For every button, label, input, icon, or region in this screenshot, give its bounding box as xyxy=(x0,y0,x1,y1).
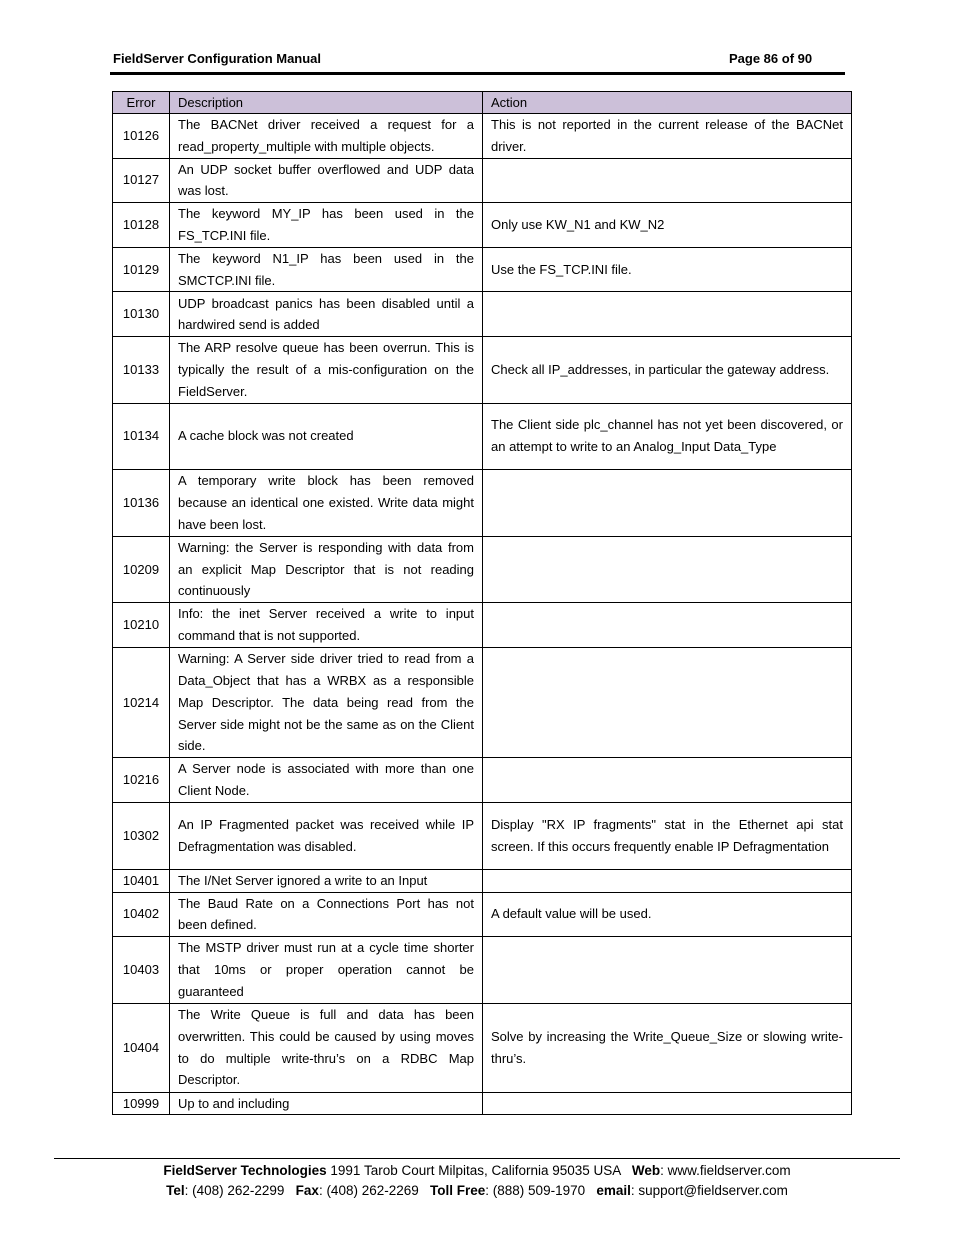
error-action: Use the FS_TCP.INI file. xyxy=(483,247,852,292)
error-description: A temporary write block has been removed because an identical one existed. Write data might have been lost. xyxy=(170,469,483,536)
error-description: Warning: A Server side driver tried to read from a Data_Object that has a WRBX as a responsible Map Descriptor. The data being read from the Server side might not be the same as on the Client side. xyxy=(170,648,483,758)
fax-number: : (408) 262-2269 xyxy=(318,1183,431,1198)
email-address: : support@fieldserver.com xyxy=(630,1183,788,1198)
error-action: Display "RX IP fragments" stat in the Ethernet api stat screen. If this occurs frequently enable IP Defragmentation xyxy=(483,802,852,869)
error-action xyxy=(483,469,852,536)
table-row xyxy=(113,536,852,602)
header-divider xyxy=(110,72,845,75)
column-header-description: Description xyxy=(170,92,483,114)
error-description: An IP Fragmented packet was received while IP Defragmentation was disabled. xyxy=(170,802,483,869)
error-description: The ARP resolve queue has been overrun. This is typically the result of a mis-configuration on the FieldServer. xyxy=(170,337,483,403)
company-name: FieldServer Technologies xyxy=(163,1163,327,1178)
table-row xyxy=(113,1092,852,1115)
error-action: Only use KW_N1 and KW_N2 xyxy=(483,203,852,248)
error-action: Solve by increasing the Write_Queue_Size or slowing write-thru’s. xyxy=(483,1003,852,1092)
table-row xyxy=(113,603,852,648)
error-code: 10210 xyxy=(113,603,170,648)
error-code: 10130 xyxy=(113,292,170,337)
error-description: Warning: the Server is responding with data from an explicit Map Descriptor that is not reading continuously xyxy=(170,536,483,602)
error-description: The MSTP driver must run at a cycle time shorter that 10ms or proper operation cannot be guaranteed xyxy=(170,937,483,1003)
table-row xyxy=(113,758,852,803)
table-row xyxy=(113,802,852,869)
footer-divider xyxy=(54,1158,900,1159)
error-description: A cache block was not created xyxy=(170,403,483,469)
error-code: 10126 xyxy=(113,114,170,159)
tollfree-number: : (888) 509-1970 xyxy=(485,1183,597,1198)
error-description: The I/Net Server ignored a write to an Input xyxy=(170,869,483,892)
error-code: 10403 xyxy=(113,937,170,1003)
error-code: 10401 xyxy=(113,869,170,892)
tel-label: Tel xyxy=(166,1183,185,1198)
error-action xyxy=(483,158,852,203)
error-code: 10134 xyxy=(113,403,170,469)
table-row xyxy=(113,337,852,403)
column-header-error: Error xyxy=(113,92,170,114)
error-action xyxy=(483,758,852,803)
error-description: The Write Queue is full and data has been overwritten. This could be caused by using moves to do multiple write-thru’s on a RDBC Map Descriptor. xyxy=(170,1003,483,1092)
error-code: 10402 xyxy=(113,892,170,937)
error-action: Check all IP_addresses, in particular the gateway address. xyxy=(483,337,852,403)
error-code: 10133 xyxy=(113,337,170,403)
table-row xyxy=(113,403,852,469)
table-row xyxy=(113,292,852,337)
table-row xyxy=(113,869,852,892)
error-code: 10302 xyxy=(113,802,170,869)
error-code: 10404 xyxy=(113,1003,170,1092)
page-number: Page 86 of 90 xyxy=(729,51,813,66)
table-row xyxy=(113,648,852,758)
email-label: email xyxy=(596,1183,631,1198)
error-description: The keyword MY_IP has been used in the FS_TCP.INI file. xyxy=(170,203,483,248)
table-row xyxy=(113,892,852,937)
error-code: 10129 xyxy=(113,247,170,292)
error-action xyxy=(483,648,852,758)
error-code: 10136 xyxy=(113,469,170,536)
error-description: An UDP socket buffer overflowed and UDP data was lost. xyxy=(170,158,483,203)
error-table xyxy=(112,91,852,1115)
error-code: 10128 xyxy=(113,203,170,248)
error-code: 10127 xyxy=(113,158,170,203)
table-row xyxy=(113,114,852,159)
error-code: 10214 xyxy=(113,648,170,758)
document-title: FieldServer Configuration Manual xyxy=(113,51,322,66)
table-header-row xyxy=(113,92,852,114)
fax-label: Fax xyxy=(295,1183,319,1198)
company-address: 1991 Tarob Court Milpitas, California 95035 USA xyxy=(326,1163,632,1178)
error-description: The keyword N1_IP has been used in the SMCTCP.INI file. xyxy=(170,247,483,292)
table-row xyxy=(113,247,852,292)
footer-line-1 xyxy=(0,1163,954,1178)
table-row xyxy=(113,203,852,248)
footer-line-2 xyxy=(0,1183,954,1198)
table-row xyxy=(113,158,852,203)
error-description: The BACNet driver received a request for a read_property_multiple with multiple objects. xyxy=(170,114,483,159)
table-row xyxy=(113,469,852,536)
table-row xyxy=(113,1003,852,1092)
error-code: 10209 xyxy=(113,536,170,602)
error-description: Info: the inet Server received a write to input command that is not supported. xyxy=(170,603,483,648)
web-address: : www.fieldserver.com xyxy=(660,1163,791,1178)
error-action xyxy=(483,869,852,892)
tel-number: : (408) 262-2299 xyxy=(184,1183,296,1198)
error-action: The Client side plc_channel has not yet been discovered, or an attempt to write to an Analog_Input Data_Type xyxy=(483,403,852,469)
error-action xyxy=(483,536,852,602)
error-code: 10216 xyxy=(113,758,170,803)
error-code: 10999 xyxy=(113,1092,170,1115)
error-description: UDP broadcast panics has been disabled until a hardwired send is added xyxy=(170,292,483,337)
error-description: A Server node is associated with more than one Client Node. xyxy=(170,758,483,803)
web-label: Web xyxy=(631,1163,661,1178)
tollfree-label: Toll Free xyxy=(430,1183,486,1198)
table-row xyxy=(113,937,852,1003)
error-action xyxy=(483,603,852,648)
error-description: The Baud Rate on a Connections Port has not been defined. xyxy=(170,892,483,937)
error-description: Up to and including xyxy=(170,1092,483,1115)
error-action: A default value will be used. xyxy=(483,892,852,937)
error-action xyxy=(483,937,852,1003)
column-header-action: Action xyxy=(483,92,852,114)
error-action xyxy=(483,292,852,337)
error-action: This is not reported in the current release of the BACNet driver. xyxy=(483,114,852,159)
error-action xyxy=(483,1092,852,1115)
